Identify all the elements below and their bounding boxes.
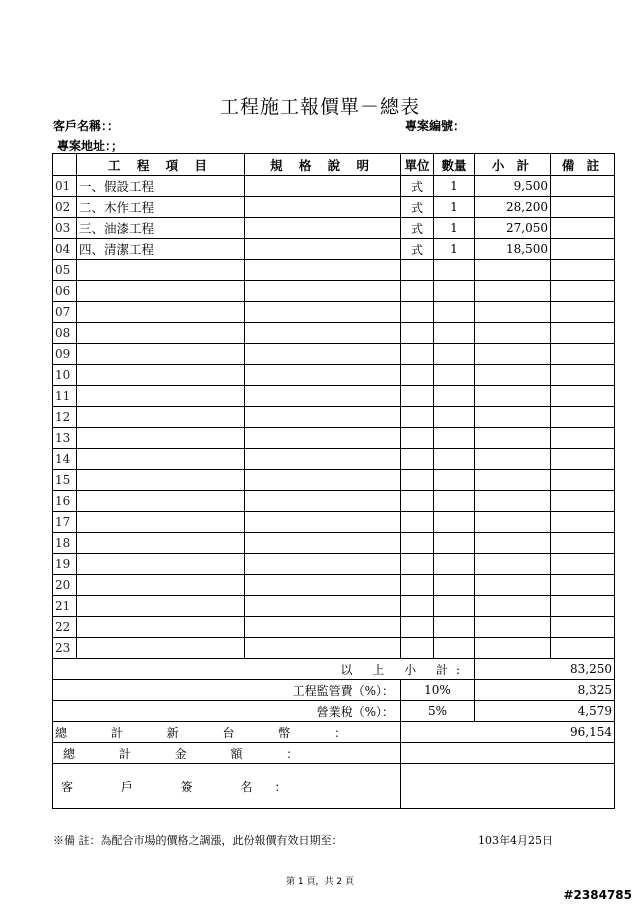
subtotal-cell: 18,500 [475,239,551,260]
note-cell [551,470,615,491]
unit-cell [401,449,434,470]
qty-cell [434,617,475,638]
spec-cell [245,197,401,218]
row-number: 02 [53,197,77,218]
subtotal-cell [475,428,551,449]
note-cell [551,491,615,512]
signature-field[interactable] [401,764,615,809]
table-row [53,386,615,407]
signature-row [53,764,615,809]
table-row [53,176,615,197]
spec-cell [245,575,401,596]
spec-cell [245,344,401,365]
signature-label: 客 戶 簽 名： [53,764,401,809]
item-name [77,491,245,512]
table-row [53,449,615,470]
spec-cell [245,218,401,239]
spec-cell [245,365,401,386]
qty-cell: 1 [434,218,475,239]
spec-cell [245,302,401,323]
table-row [53,239,615,260]
total-ntd-row [53,722,615,743]
qty-cell [434,407,475,428]
supervision-row [53,680,615,701]
row-number: 20 [53,575,77,596]
validity-note: ※備 註：為配合市場的價格之調漲，此份報價有效日期至： [53,834,343,847]
unit-cell: 式 [401,218,434,239]
table-header-row [53,154,615,176]
row-number: 14 [53,449,77,470]
item-name [77,617,245,638]
project-address-label: 專案地址：； [57,139,124,153]
total-amount-label: 總 計 金 額 ： [53,743,401,764]
subtotal-cell [475,512,551,533]
spec-cell [245,239,401,260]
subtotal-row [53,659,615,680]
qty-cell [434,533,475,554]
table-row [53,407,615,428]
spec-cell [245,260,401,281]
header-unit: 單位 [401,154,434,176]
row-number: 15 [53,470,77,491]
item-name [77,554,245,575]
qty-cell [434,386,475,407]
expiry-date: 103年4月25日 [478,834,553,847]
unit-cell: 式 [401,176,434,197]
table-row [53,260,615,281]
header-subtotal: 小 計 [475,154,551,176]
qty-cell [434,323,475,344]
table-row [53,617,615,638]
row-number: 13 [53,428,77,449]
table-row [53,512,615,533]
item-name [77,533,245,554]
item-name [77,365,245,386]
unit-cell [401,260,434,281]
row-number: 08 [53,323,77,344]
note-cell [551,554,615,575]
table-row [53,365,615,386]
qty-cell [434,512,475,533]
unit-cell [401,281,434,302]
qty-cell [434,449,475,470]
table-row [53,281,615,302]
supervision-rate: 10% [401,680,475,701]
row-number: 18 [53,533,77,554]
row-number: 22 [53,617,77,638]
header-item: 工 程 項 目 [77,154,245,176]
document-id: #2384785 [563,888,632,902]
item-name [77,575,245,596]
spec-cell [245,470,401,491]
qty-cell [434,260,475,281]
table-row [53,533,615,554]
qty-cell [434,554,475,575]
spec-cell [245,596,401,617]
subtotal-cell [475,596,551,617]
item-name [77,386,245,407]
qty-cell [434,491,475,512]
subtotal-cell [475,302,551,323]
qty-cell [434,344,475,365]
item-name [77,470,245,491]
subtotal-cell [475,365,551,386]
unit-cell [401,365,434,386]
tax-value: 4,579 [475,701,615,722]
tax-row [53,701,615,722]
subtotal-cell [475,344,551,365]
unit-cell [401,470,434,491]
unit-cell [401,554,434,575]
unit-cell [401,344,434,365]
note-cell [551,365,615,386]
qty-cell [434,638,475,659]
item-name [77,407,245,428]
qty-cell [434,428,475,449]
subtotal-cell [475,323,551,344]
table-row [53,554,615,575]
tax-label: 營業稅（%）： [53,701,401,722]
quote-table [52,153,615,809]
item-name [77,260,245,281]
spec-cell [245,533,401,554]
table-row [53,470,615,491]
subtotal-cell: 27,050 [475,218,551,239]
unit-cell [401,596,434,617]
header-spec: 規 格 說 明 [245,154,401,176]
item-name: 一、假設工程 [77,176,245,197]
subtotal-cell [475,470,551,491]
supervision-label: 工程監管費（%）： [53,680,401,701]
table-row [53,302,615,323]
note-cell [551,638,615,659]
spec-cell [245,617,401,638]
note-cell [551,386,615,407]
note-cell [551,575,615,596]
subtotal-cell [475,491,551,512]
total-amount-row [53,743,615,764]
note-cell [551,302,615,323]
unit-cell [401,302,434,323]
unit-cell [401,638,434,659]
subtotal-cell [475,638,551,659]
note-cell [551,197,615,218]
subtotal-cell [475,449,551,470]
row-number: 04 [53,239,77,260]
row-number: 05 [53,260,77,281]
qty-cell: 1 [434,176,475,197]
unit-cell [401,491,434,512]
table-row [53,575,615,596]
note-cell [551,617,615,638]
spec-cell [245,512,401,533]
page-indicator: 第 1 頁，共 2 頁 [286,877,354,887]
subtotal-cell [475,533,551,554]
item-name [77,302,245,323]
item-name [77,344,245,365]
qty-cell [434,302,475,323]
row-number: 21 [53,596,77,617]
row-number: 06 [53,281,77,302]
header-blank [53,154,77,176]
table-row [53,197,615,218]
page-title: 工程施工報價單－總表 [219,96,420,118]
note-cell [551,239,615,260]
spec-cell [245,491,401,512]
spec-cell [245,386,401,407]
unit-cell [401,512,434,533]
row-number: 11 [53,386,77,407]
table-row [53,596,615,617]
note-cell [551,323,615,344]
spec-cell [245,176,401,197]
unit-cell [401,428,434,449]
spec-cell [245,554,401,575]
total-amount-value[interactable] [401,743,615,764]
item-name [77,638,245,659]
row-number: 01 [53,176,77,197]
note-cell [551,533,615,554]
row-number: 23 [53,638,77,659]
subtotal-cell [475,407,551,428]
note-cell [551,512,615,533]
row-number: 09 [53,344,77,365]
item-name [77,596,245,617]
row-number: 10 [53,365,77,386]
spec-cell [245,449,401,470]
subtotal-cell: 9,500 [475,176,551,197]
row-number: 03 [53,218,77,239]
table-row [53,344,615,365]
note-cell [551,260,615,281]
item-name [77,512,245,533]
tax-rate: 5% [401,701,475,722]
qty-cell [434,596,475,617]
qty-cell [434,281,475,302]
spec-cell [245,281,401,302]
subtotal-cell [475,260,551,281]
qty-cell: 1 [434,239,475,260]
qty-cell [434,470,475,491]
total-ntd-label: 總 計 新 台 幣 ： [53,722,401,743]
spec-cell [245,638,401,659]
unit-cell: 式 [401,197,434,218]
item-name: 三、油漆工程 [77,218,245,239]
item-name [77,281,245,302]
subtotal-cell [475,575,551,596]
subtotal-value: 83,250 [475,659,615,680]
note-cell [551,218,615,239]
spec-cell [245,323,401,344]
project-number-label: 專案編號： [405,119,466,133]
note-cell [551,176,615,197]
header-note: 備 註 [551,154,615,176]
note-cell [551,428,615,449]
table-row [53,428,615,449]
table-row [53,218,615,239]
row-number: 17 [53,512,77,533]
row-number: 19 [53,554,77,575]
item-name: 二、木作工程 [77,197,245,218]
item-name: 四、清潔工程 [77,239,245,260]
item-name [77,323,245,344]
qty-cell [434,365,475,386]
header-qty: 數量 [434,154,475,176]
unit-cell [401,323,434,344]
unit-cell: 式 [401,239,434,260]
spec-cell [245,428,401,449]
unit-cell [401,575,434,596]
unit-cell [401,617,434,638]
note-cell [551,344,615,365]
subtotal-cell [475,617,551,638]
unit-cell [401,533,434,554]
row-number: 16 [53,491,77,512]
total-ntd-value: 96,154 [401,722,615,743]
spec-cell [245,407,401,428]
customer-name-label: 客戶名稱：： [53,119,120,133]
row-number: 12 [53,407,77,428]
table-row [53,638,615,659]
note-cell [551,281,615,302]
subtotal-label: 以 上 小 計: [53,659,475,680]
unit-cell [401,407,434,428]
qty-cell: 1 [434,197,475,218]
row-number: 07 [53,302,77,323]
subtotal-cell [475,386,551,407]
item-name [77,449,245,470]
supervision-value: 8,325 [475,680,615,701]
note-cell [551,407,615,428]
unit-cell [401,386,434,407]
table-row [53,491,615,512]
subtotal-cell [475,281,551,302]
subtotal-cell: 28,200 [475,197,551,218]
note-cell [551,449,615,470]
item-name [77,428,245,449]
table-row [53,323,615,344]
qty-cell [434,575,475,596]
subtotal-cell [475,554,551,575]
note-cell [551,596,615,617]
